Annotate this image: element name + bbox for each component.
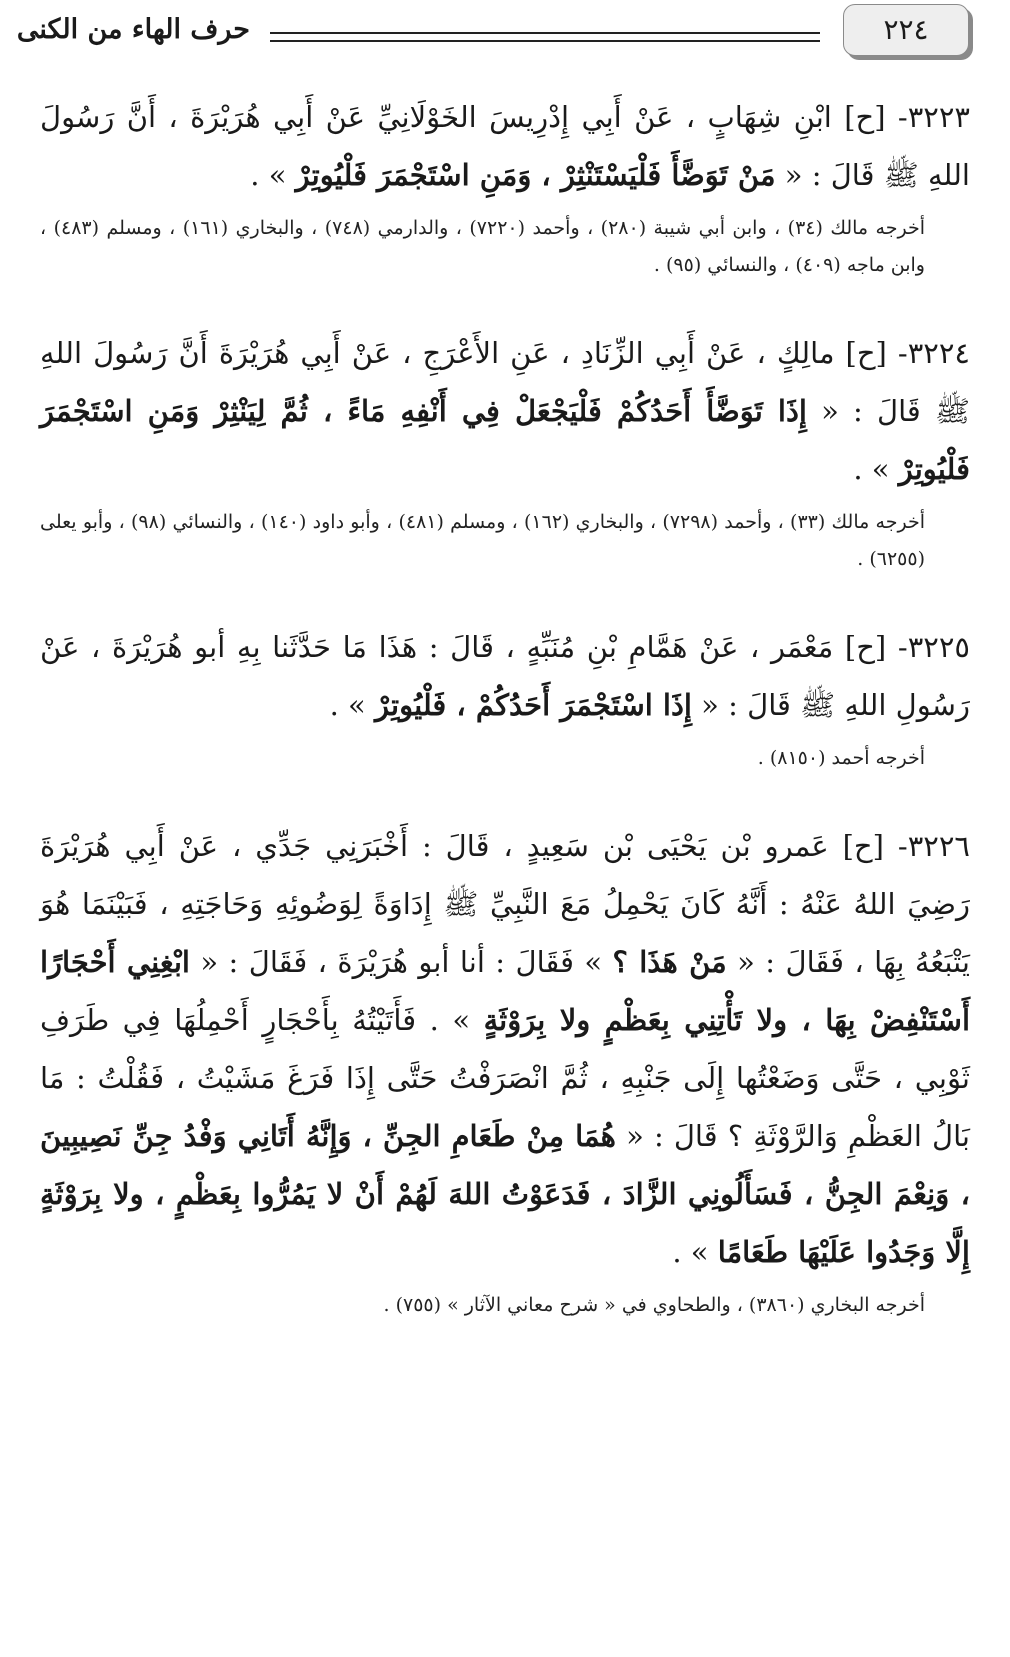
page-header xyxy=(0,0,1010,70)
hadith-text xyxy=(40,618,970,734)
hadith-narration: ٣٢٢٦- [ح] عَمرو بْن يَحْيَى بْن سَعِيدٍ ، قَالَ : أَخْبَرَنِي جَدِّي ، عَنْ أَبِي هُرَيْرَةَ رَضِيَ اللهُ عَنْهُ : أَنَّهُ كَانَ يَحْمِلُ مَعَ النَّبِيِّ ﷺ إِدَاوَةً لِوَضُوئِهِ وَحَاجَتِهِ ، فَبَيْنَمَا هُوَ يَتْبَعُهُ بِهَا ، فَقَالَ : « xyxy=(40,829,970,979)
hadith-3225 xyxy=(40,618,970,777)
hadith-reference: أخرجه البخاري (٣٨٦٠) ، والطحاوي في « شرح معاني الآثار » (٧٥٥) . xyxy=(383,1294,925,1316)
quote-close: » . xyxy=(672,1235,718,1269)
chapter-title: حرف الهاء من الكنى xyxy=(16,14,250,45)
hadith-text xyxy=(40,88,970,204)
quote-close: » . xyxy=(250,158,296,192)
hadith-reference: أخرجه مالك (٣٣) ، وأحمد (٧٢٩٨) ، والبخاري (١٦٢) ، ومسلم (٤٨١) ، وأبو داود (١٤٠) ، والنسائي (٩٨) ، وأبو يعلى (٦٢٥٥) . xyxy=(40,511,925,570)
header-rule-bottom xyxy=(270,40,820,42)
hadith-3224 xyxy=(40,324,970,578)
prophetic-quote: إِذَا تَوَضَّأَ أَحَدُكُمْ فَلْيَجْعَلْ فِي أَنْفِهِ مَاءً ، ثُمَّ لِيَنْثِرْ وَمَنِ اسْتَجْمَرَ فَلْيُوتِرْ xyxy=(40,394,970,486)
hadith-text xyxy=(40,817,970,1281)
hadith-narration: ٣٢٢٣- [ح] ابْنِ شِهَابٍ ، عَنْ أَبِي إِدْرِيسَ الخَوْلَانِيِّ عَنْ أَبِي هُرَيْرَةَ ، أَنَّ رَسُولَ اللهِ ﷺ قَالَ : « xyxy=(40,100,970,192)
quote-close: » . xyxy=(329,688,376,722)
hadith-reference: أخرجه مالك (٣٤) ، وابن أبي شيبة (٢٨٠) ، وأحمد (٧٢٢٠) ، والدارمي (٧٤٨) ، والبخاري (١٦١) ، ومسلم (٤٨٣) ، وابن ماجه (٤٠٩) ، والنسائي (٩٥) . xyxy=(40,217,925,276)
page-body xyxy=(40,88,970,1364)
hadith-narration: ٣٢٢٤- [ح] مالِكٍ ، عَنْ أَبِي الزِّنَادِ ، عَنِ الأَعْرَجِ ، عَنْ أَبِي هُرَيْرَةَ أَنَّ رَسُولَ اللهِ ﷺ قَالَ : « xyxy=(40,336,971,428)
page-number: ٢٢٤ xyxy=(843,4,969,56)
prophetic-quote: مَنْ تَوَضَّأَ فَلْيَسْتَنْثِرْ ، وَمَنِ اسْتَجْمَرَ فَلْيُوتِرْ xyxy=(295,158,776,192)
hadith-reference: أخرجه أحمد (٨١٥٠) . xyxy=(757,747,925,769)
prophetic-quote: إِذَا اسْتَجْمَرَ أَحَدُكُمْ ، فَلْيُوتِرْ xyxy=(375,688,692,722)
prophetic-quote: مَنْ هَذَا ؟ xyxy=(612,945,727,979)
header-rule-top xyxy=(270,32,820,34)
hadith-3223 xyxy=(40,88,970,284)
hadith-text xyxy=(40,324,970,498)
quote-close: » . xyxy=(853,452,899,486)
hadith-narration: ٣٢٢٥- [ح] مَعْمَر ، عَنْ هَمَّامِ بْنِ مُنَبِّهٍ ، قَالَ : هَذَا مَا حَدَّثَنا بِهِ أبو هُرَيْرَةَ ، عَنْ رَسُولِ اللهِ ﷺ قَالَ : « xyxy=(40,630,970,722)
prophetic-quote: ابْغِنِي أَحْجَارًا أَسْتَنْفِضْ بِهَا ، ولا تَأْتِنِي بِعَظْمٍ ولا بِرَوْثَةٍ xyxy=(40,945,971,1037)
hadith-narration-continued: » فَقَالَ : أنا أبو هُرَيْرَةَ ، فَقَالَ : « xyxy=(189,945,613,979)
prophetic-quote: هُمَا مِنْ طَعَامِ الجِنِّ ، وَإِنَّهُ أَتَانِي وَفْدُ جِنِّ نَصِيبِينَ ، وَنِعْمَ الجِنُّ ، فَسَأَلُونِي الزَّادَ ، فَدَعَوْتُ اللهَ لَهُمْ أَنْ لا يَمُرُّوا بِعَظْمٍ ، ولا بِرَوْثَةٍ إِلَّا وَجَدُوا عَلَيْهَا طَعَامًا xyxy=(40,1119,970,1269)
hadith-3226 xyxy=(40,817,970,1324)
hadith-narration-continued: » . فَأَتَيْتُهُ بِأَحْجَارٍ أَحْمِلُهَا فِي طَرَفِ ثَوْبِي ، حَتَّى وَضَعْتُها إِلَى جَنْبِهِ ، ثُمَّ انْصَرَفْتُ حَتَّى إِذَا فَرَغَ مَشَيْتُ ، فَقُلْتُ : مَا بَالُ العَظْمِ وَالرَّوْثَةِ ؟ قَالَ : « xyxy=(40,1003,970,1153)
